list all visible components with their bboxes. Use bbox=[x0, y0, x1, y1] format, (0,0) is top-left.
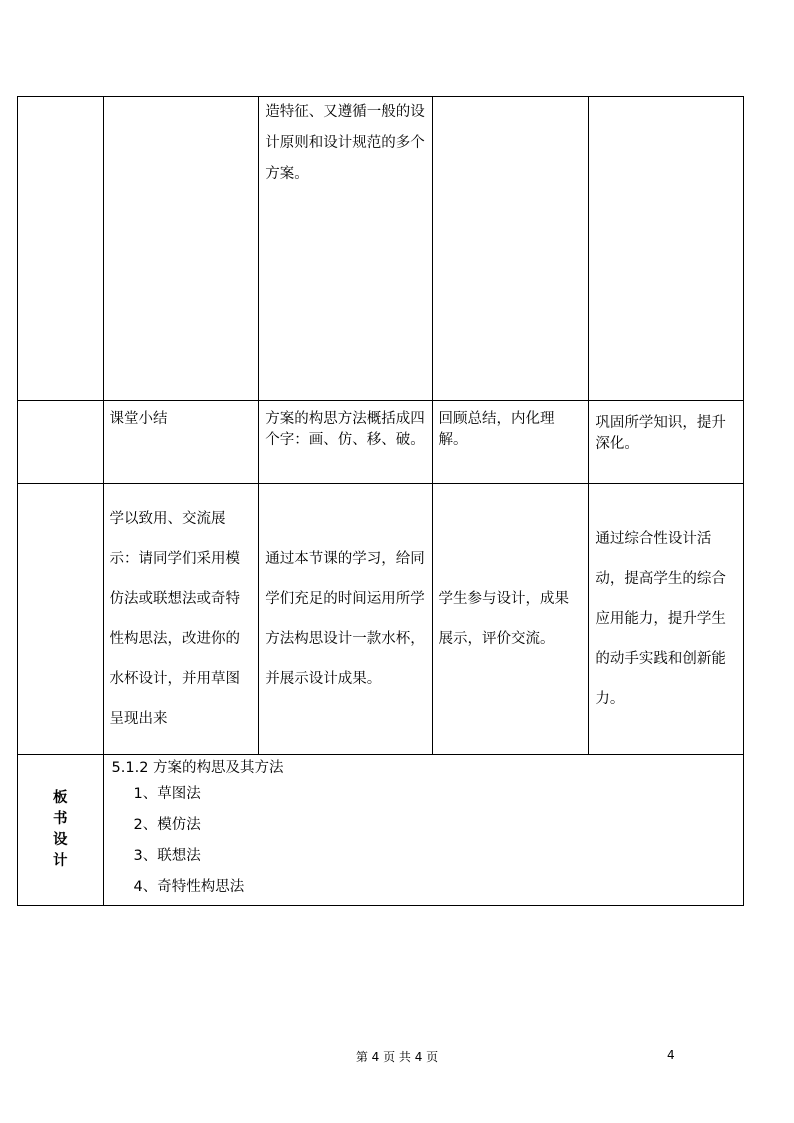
board-design-content bbox=[103, 755, 743, 906]
label-char: 计 bbox=[53, 853, 68, 870]
page-footer: 第 4 页 共 4 页 bbox=[355, 1050, 439, 1064]
label-char: 板 bbox=[53, 789, 68, 806]
table-cell bbox=[589, 484, 744, 755]
page-number: 4 bbox=[667, 1048, 675, 1062]
student-activity: 回顾总结，内化理解。 bbox=[438, 411, 555, 449]
cell-text: 造特征、又遵循一般的设计原则和设计规范的多个方案。 bbox=[265, 104, 425, 182]
label-char: 书 bbox=[53, 810, 68, 827]
lesson-plan-table bbox=[17, 96, 744, 906]
table-row bbox=[18, 484, 744, 755]
table-cell bbox=[18, 484, 104, 755]
table-cell bbox=[103, 484, 259, 755]
label-char: 设 bbox=[53, 832, 68, 848]
design-intent: 通过综合性设计活动，提高学生的综合应用能力，提升学生的动手实践和创新能力。 bbox=[595, 531, 726, 707]
table-cell bbox=[18, 97, 104, 401]
stage-label: 课堂小结 bbox=[109, 411, 168, 427]
teacher-activity: 通过本节课的学习，给同学们充足的时间运用所学方法构思设计一款水杯，并展示设计成果。 bbox=[265, 551, 425, 687]
design-intent: 巩固所学知识，提升深化。 bbox=[595, 415, 726, 453]
student-activity: 学生参与设计，成果展示，评价交流。 bbox=[438, 591, 570, 647]
table-row bbox=[18, 97, 744, 401]
table-cell bbox=[589, 97, 744, 401]
board-item: 2、模仿法 bbox=[133, 817, 201, 833]
table-row bbox=[18, 755, 744, 906]
table-cell bbox=[432, 401, 589, 484]
board-item: 4、奇特性构思法 bbox=[133, 879, 245, 895]
table-row bbox=[18, 401, 744, 484]
table-cell bbox=[259, 484, 432, 755]
table-cell bbox=[18, 401, 104, 484]
table-cell bbox=[103, 401, 259, 484]
stage-label: 学以致用、交流展示：请同学们采用模仿法或联想法或奇特性构思法，改进你的水杯设计，并用草图呈现出来 bbox=[109, 511, 241, 727]
table-cell bbox=[103, 97, 259, 401]
board-item: 1、草图法 bbox=[133, 786, 201, 802]
table-cell bbox=[589, 401, 744, 484]
table-cell bbox=[259, 97, 432, 401]
board-item: 3、联想法 bbox=[133, 848, 201, 864]
board-title: 5.1.2 方案的构思及其方法 bbox=[111, 760, 284, 776]
board-design-label bbox=[18, 755, 104, 906]
table-cell bbox=[432, 97, 589, 401]
teacher-activity: 方案的构思方法概括成四个字：画、仿、移、破。 bbox=[265, 411, 425, 449]
table-cell bbox=[432, 484, 589, 755]
table-cell bbox=[259, 401, 432, 484]
